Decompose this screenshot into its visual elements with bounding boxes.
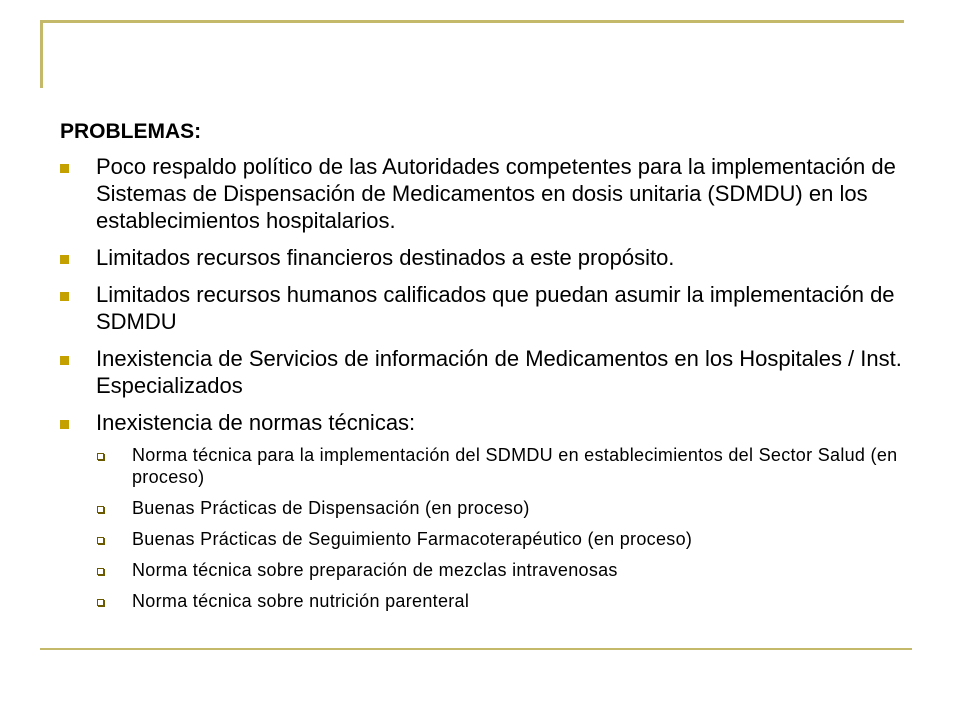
- bottom-border-line: [40, 648, 912, 650]
- sublist-item: [96, 497, 920, 519]
- sublist-item: [96, 444, 920, 488]
- sublist-item-text: Buenas Prácticas de Seguimiento Farmacoterapéutico (en proceso): [132, 529, 693, 549]
- square-bullet-icon: [60, 164, 69, 173]
- square-bullet-icon: [60, 292, 69, 301]
- slide-content: [60, 118, 920, 622]
- list-item: [60, 345, 920, 399]
- hollow-square-bullet-icon: [97, 453, 104, 460]
- hollow-square-bullet-icon: [97, 599, 104, 606]
- hollow-square-bullet-icon: [97, 506, 104, 513]
- list-item: [60, 153, 920, 234]
- norms-sublist: [96, 444, 920, 612]
- list-item-text: Limitados recursos financieros destinados a este propósito.: [96, 245, 675, 270]
- list-item-text: Limitados recursos humanos calificados que puedan asumir la implementación de SDMDU: [96, 282, 895, 334]
- hollow-square-bullet-icon: [97, 537, 104, 544]
- sublist-item: [96, 528, 920, 550]
- list-item: [60, 409, 920, 612]
- hollow-square-bullet-icon: [97, 568, 104, 575]
- list-item: [60, 281, 920, 335]
- slide-heading: PROBLEMAS:: [60, 120, 202, 143]
- problems-list: [60, 153, 920, 612]
- sublist-item-text: Norma técnica sobre nutrición parenteral: [132, 591, 470, 611]
- square-bullet-icon: [60, 255, 69, 264]
- left-border-line: [40, 20, 43, 88]
- sublist-item: [96, 559, 920, 581]
- sublist-item-text: Buenas Prácticas de Dispensación (en proceso): [132, 498, 530, 518]
- square-bullet-icon: [60, 356, 69, 365]
- list-item-text: Inexistencia de normas técnicas:: [96, 410, 416, 435]
- sublist-item-text: Norma técnica para la implementación del SDMDU en establecimientos del Sector Salud (en proceso): [132, 445, 898, 487]
- list-item: [60, 244, 920, 271]
- square-bullet-icon: [60, 420, 69, 429]
- sublist-item: [96, 590, 920, 612]
- top-border-line: [40, 20, 904, 23]
- list-item-text: Inexistencia de Servicios de información de Medicamentos en los Hospitales / Inst. Especializados: [96, 346, 902, 398]
- list-item-text: Poco respaldo político de las Autoridades competentes para la implementación de Sistemas de Dispensación de Medicamentos en dosis unitaria (SDMDU) en los establecimientos hospitalarios.: [96, 154, 896, 233]
- sublist-item-text: Norma técnica sobre preparación de mezclas intravenosas: [132, 560, 618, 580]
